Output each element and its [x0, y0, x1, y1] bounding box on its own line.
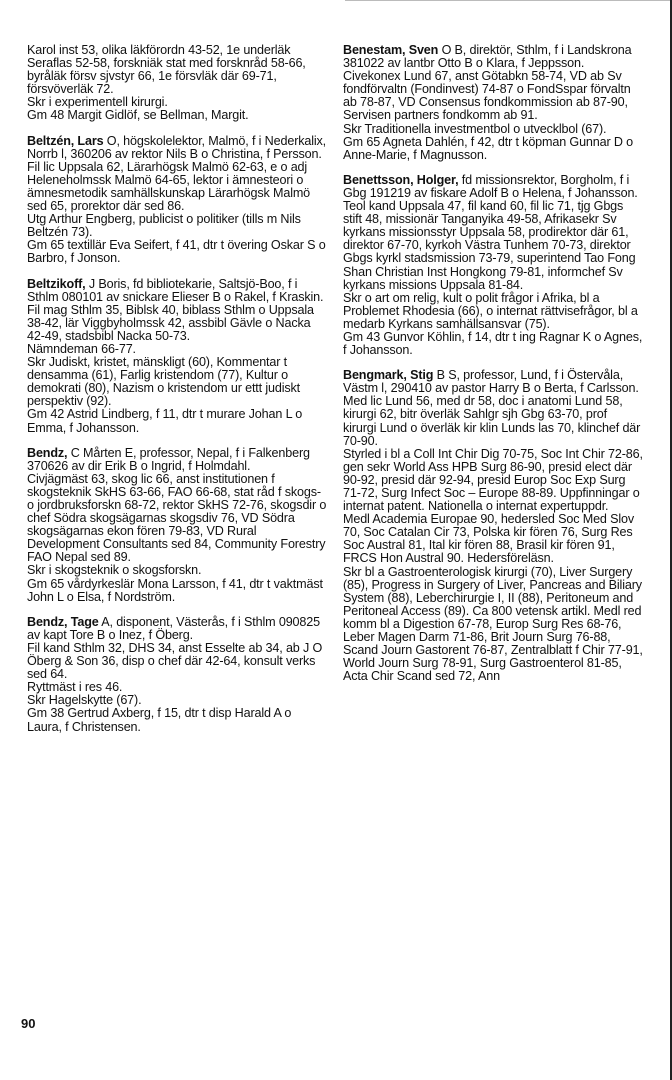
entry-text: Skr i experimentell kirurgi. — [27, 95, 168, 110]
biography-entry — [27, 616, 327, 734]
biography-entry — [27, 135, 327, 266]
scan-edge-top — [345, 0, 672, 1]
entry-text: A, disponent, Västerås, f i Sthlm 090825 av kapt Tore B o Inez, f Öberg. — [27, 614, 320, 642]
entry-text: Gm 65 textillär Eva Seifert, f 41, dtr t övering Oskar S o Barbro, f Jonson. — [27, 238, 326, 266]
biography-entry — [27, 447, 327, 604]
entry-text: O, högskolelektor, Malmö, f i Nederkalix, Norrb l, 360206 av rektor Nils B o Christina, f Persson. — [27, 133, 327, 161]
entry-paragraph — [27, 707, 327, 733]
entry-text: Medl Academia Europae 90, hedersled Soc Med Slov 70, Soc Catalan Cir 73, Polska kir fören 76, Surg Res Soc Austral 81, Ital kir fören 88, Brasil kir fören 91, FRCS Hon Austral 90. Hedersföreläsn. — [343, 512, 635, 566]
entry-text: Skr Traditionella investmentbol o utvecklbol (67). — [343, 121, 607, 136]
entry-text: Skr Judiskt, kristet, mänskligt (60), Kommentar t densamma (61), Farlig kristendom (77), Kultur o demokrati (80), Nazism o kristendom ur ettt judiskt perspektiv (92). — [27, 355, 301, 409]
entry-name: Bendz, — [27, 445, 68, 460]
entry-text: Fil kand Sthlm 32, DHS 34, anst Esselte ab 34, ab J O Öberg & Son 36, disp o chef där 42-64, konsult verks sed 64. — [27, 640, 323, 682]
entry-paragraph — [27, 44, 327, 96]
entry-text: Civekonex Lund 67, anst Götabkn 58-74, VD ab Sv fondförvaltn (Fondinvest) 74-87 o FondSspar förvaltn ab 78-87, VD Consensus fondkommission ab 87-90, Servisen partners fondkomm ab 91. — [343, 69, 631, 123]
entry-text: Gm 42 Astrid Lindberg, f 11, dtr t murare Johan L o Emma, f Johansson. — [27, 407, 303, 435]
entry-paragraph — [343, 292, 643, 331]
entry-paragraph — [27, 408, 327, 434]
entry-text: fd missionsrektor, Borgholm, f i Gbg 191219 av fiskare Adolf B o Helena, f Johansson. — [343, 172, 638, 200]
entry-text: B S, professor, Lund, f i Östervåla, Västm l, 290410 av pastor Harry B o Berta, f Carlsson. — [343, 368, 639, 396]
entry-paragraph — [343, 513, 643, 565]
entry-paragraph — [27, 304, 327, 343]
entry-text: Skr i skogsteknik o skogsforskn. — [27, 563, 202, 578]
entry-name: Beltzikoff, — [27, 276, 86, 291]
page-number: 90 — [21, 1016, 36, 1031]
entry-name: Bendz, Tage — [27, 614, 99, 629]
entry-text: Teol kand Uppsala 47, fil kand 60, fil lic 71, tjg Gbgs stift 48, missionär Tanganyika 49-58, Afrikasekr Sv kyrkans missionsstyr Uppsala 58, prodirektor där 61, direktor 67-70, kyrkoh Västra Tunhem 70-73, direktor Gbgs kyrkl stadsmission 73-79, superintend Tao Fong Shan Christian Inst Hongkong 79-81, informchef Sv kyrkans missions Uppsala 81-84. — [343, 199, 636, 292]
entry-paragraph — [343, 331, 643, 357]
entry-text: Gm 65 vårdyrkeslär Mona Larsson, f 41, dtr t vaktmäst John L o Elsa, f Nordström. — [27, 576, 323, 604]
entry-paragraph — [343, 566, 643, 684]
entry-paragraph — [27, 616, 327, 642]
entry-text: Gm 65 Agneta Dahlén, f 42, dtr t köpman Gunnar D o Anne-Marie, f Magnusson. — [343, 134, 634, 162]
entry-text: J Boris, fd bibliotekarie, Saltsjö-Boo, f i Sthlm 080101 av snickare Elieser B o Rakel, f Kraskin. — [27, 276, 324, 304]
biography-entry — [343, 174, 643, 357]
entry-paragraph — [27, 578, 327, 604]
left-column — [27, 44, 327, 746]
biography-entry — [27, 44, 327, 123]
entry-text: Civjägmäst 63, skog lic 66, anst institutionen f skogsteknik SkHS 63-66, FAO 66-68, stat råd f skogs- o jordbruksforskn 68-72, rektor SkHS 72-76, skogsdir o chef Södra skogsägarnas skogsdiv 76, VD Södra skogsägarnas ekon fören 79-83, VD Rural Development Consultants sed 84, Community Forestry FAO Nepal sed 89. — [27, 471, 327, 565]
entry-text: Med lic Lund 56, med dr 58, doc i anatomi Lund 58, kirurgi 62, bitr överläk Sahlgr sjh Gbg 63-70, prof kirurgi Lund o överläk kir klin Lunds las 70, klinchef där 70-90. — [343, 394, 641, 448]
entry-name: Benettsson, Holger, — [343, 172, 459, 187]
entry-paragraph — [27, 135, 327, 161]
entry-paragraph — [343, 395, 643, 447]
entry-text: Gm 48 Margit Gidlöf, se Bellman, Margit. — [27, 108, 249, 123]
entry-paragraph — [27, 447, 327, 473]
biography-entry — [27, 278, 327, 435]
entry-text: Ryttmäst i res 46. — [27, 680, 123, 695]
entry-paragraph — [27, 239, 327, 265]
entry-paragraph — [27, 278, 327, 304]
entry-paragraph — [343, 174, 643, 200]
entry-text: Styrled i bl a Coll Int Chir Dig 70-75, Soc Int Chir 72-86, gen sekr World Ass HPB Surg 86-90, presid elect där 90-92, presid där 92-94, presid Europ Soc Exp Surg 71-72, Surg Infect Soc – Europe 88-89. Uppfinningar o internat patent. Nationella o internat expertuppdr. — [343, 446, 643, 514]
entry-text: O B, direktör, Sthlm, f i Landskrona 381022 av lantbr Otto B o Klara, f Jeppsson. — [343, 43, 632, 71]
entry-paragraph — [27, 213, 327, 239]
right-column — [343, 44, 643, 695]
entry-text: Skr bl a Gastroenterologisk kirurgi (70), Liver Surgery (85), Progress in Surgery of Liver, Pancreas and Biliary System (88), Leberchirurgie I, II (88), Peritoneum and Peritoneal Access (89). Ca 800 vetensk artikl. Medl red komm bl a Digestion 67-78, Europ Surg Res 68-76, Leber Magen Darm 71-86, Brit Journ Surg 76-88, Scand Journ Gastorent 76-87, Zentralblatt f Chir 77-91, World Journ Surg 78-91, Surg Gastroenterol 81-85, Acta Chir Scand sed 72, Ann — [343, 564, 643, 684]
entry-name: Benestam, Sven — [343, 43, 439, 57]
entry-paragraph — [27, 356, 327, 408]
entry-text: Karol inst 53, olika läkförordn 43-52, 1e underläk Seraflas 52-58, forskniäk stat med forsknråd 58-66, byråläk försv sjvstyr 66, 1e försvläk där 69-71, försvöverläk 72. — [27, 43, 306, 97]
entry-paragraph — [27, 109, 327, 122]
entry-paragraph — [343, 369, 643, 395]
entry-paragraph — [27, 473, 327, 565]
entry-text: Utg Arthur Engberg, publicist o politiker (tills m Nils Beltzén 73). — [27, 212, 301, 240]
entry-text: Fil mag Sthlm 35, Biblsk 40, biblass Sthlm o Uppsala 38-42, lär Viggbyholmssk 42, assbibl Gävle o Nacka 42-49, stadsbibl Nacka 50-73. — [27, 302, 314, 343]
entry-paragraph — [27, 642, 327, 681]
entry-paragraph — [343, 136, 643, 162]
biography-entry — [343, 44, 643, 162]
biography-entry — [343, 369, 643, 683]
entry-text: Skr o art om relig, kult o polit frågor i Afrika, bl a Problemet Rhodesia (66), o internat rättvisefrågor, bl a medarb Kyrkans samhällsansvar (75). — [343, 290, 638, 331]
entry-text: Gm 38 Gertrud Axberg, f 15, dtr t disp Harald A o Laura, f Christensen. — [27, 706, 292, 734]
entry-text: Nämndeman 66-77. — [27, 341, 136, 356]
entry-text: Skr Hagelskytte (67). — [27, 693, 142, 708]
entry-paragraph — [343, 44, 643, 70]
entry-paragraph — [343, 448, 643, 513]
entry-name: Bengmark, Stig — [343, 368, 434, 383]
entry-paragraph — [343, 70, 643, 122]
entry-text: C Mårten E, professor, Nepal, f i Falkenberg 370626 av dir Erik B o Ingrid, f Holmdahl. — [27, 445, 310, 473]
entry-paragraph — [27, 161, 327, 213]
entry-text: Fil lic Uppsala 62, Lärarhögsk Malmö 62-63, e o adj Heleneholmssk Malmö 64-65, lektor i ämnesteori o ämnesmetodik samhällskunskap Lärarhögsk Malmö sed 65, prorektor där sed 86. — [27, 159, 311, 214]
entry-text: Gm 43 Gunvor Köhlin, f 14, dtr t ing Ragnar K o Agnes, f Johansson. — [343, 329, 643, 358]
entry-paragraph — [343, 200, 643, 292]
entry-name: Beltzén, Lars — [27, 133, 104, 148]
